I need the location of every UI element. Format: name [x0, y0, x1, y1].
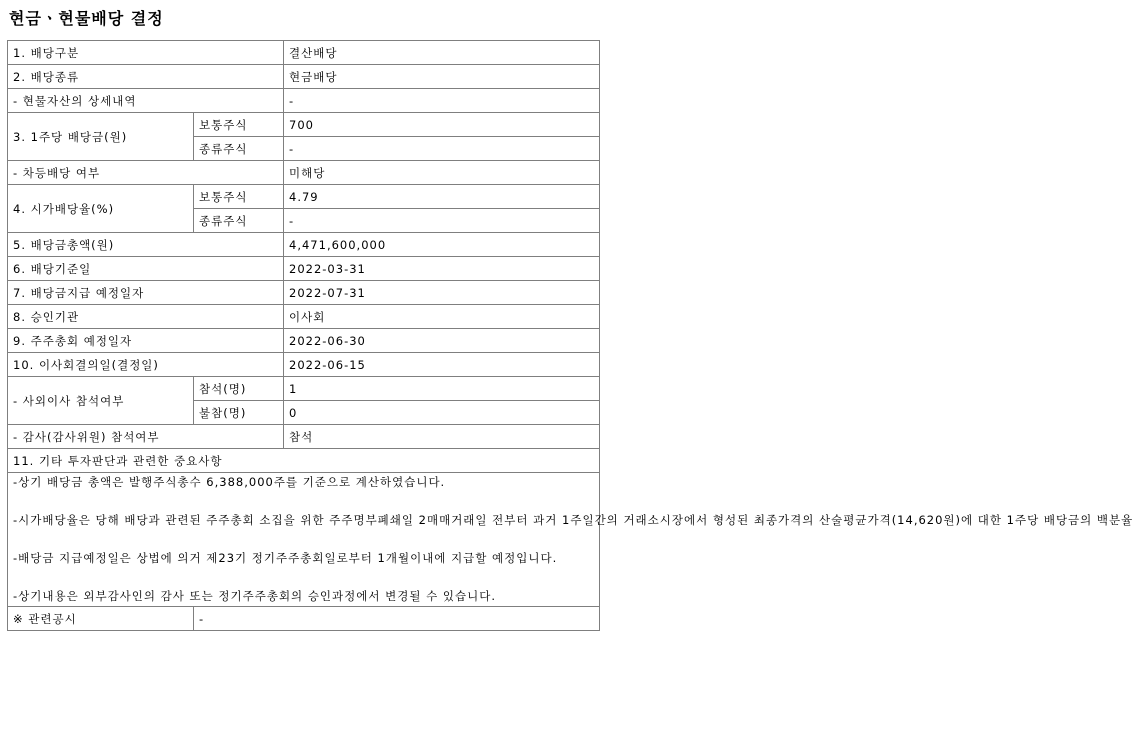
table-row	[8, 377, 600, 401]
row-label: - 현물자산의 상세내역	[8, 89, 284, 113]
table-row	[8, 425, 600, 449]
row-label: 10. 이사회결의일(결정일)	[8, 353, 284, 377]
table-row	[8, 161, 600, 185]
note-paragraph: -배당금 지급예정일은 상법에 의거 제23기 정기주주총회일로부터 1개월이내에 지급할 예정입니다.	[13, 551, 558, 565]
row-value: 결산배당	[284, 41, 600, 65]
row-value: 참석	[284, 425, 600, 449]
row-label: - 차등배당 여부	[8, 161, 284, 185]
table-row	[8, 305, 600, 329]
sub-label: 참석(명)	[194, 377, 284, 401]
row-value: 2022-07-31	[284, 281, 600, 305]
table-row	[8, 449, 600, 473]
row-label: 2. 배당종류	[8, 65, 284, 89]
notes-cell	[8, 473, 1133, 607]
row-value: 700	[284, 113, 600, 137]
row-value: 2022-03-31	[284, 257, 600, 281]
row-label: 3. 1주당 배당금(원)	[8, 113, 194, 161]
table-row	[8, 329, 600, 353]
row-value: -	[284, 89, 600, 113]
row-value: -	[284, 137, 600, 161]
row-label: 6. 배당기준일	[8, 257, 284, 281]
sub-label: 불참(명)	[194, 401, 284, 425]
table-row	[8, 113, 600, 137]
note-paragraph: -상기내용은 외부감사인의 감사 또는 정기주주총회의 승인과정에서 변경될 수 있습니다.	[13, 589, 496, 603]
row-label: 4. 시가배당율(%)	[8, 185, 194, 233]
row-value: -	[284, 209, 600, 233]
table-row	[8, 41, 600, 65]
row-value: 현금배당	[284, 65, 600, 89]
row-value: 미해당	[284, 161, 600, 185]
table-row	[8, 473, 600, 607]
table-row	[8, 185, 600, 209]
row-value: 이사회	[284, 305, 600, 329]
table-row	[8, 607, 600, 631]
table-row	[8, 257, 600, 281]
row-label: - 감사(감사위원) 참석여부	[8, 425, 284, 449]
sub-label: 보통주식	[194, 113, 284, 137]
dividend-table	[7, 40, 1133, 631]
row-label: ※ 관련공시	[8, 607, 194, 631]
table-row	[8, 65, 600, 89]
table-row	[8, 233, 600, 257]
page-title: 현금ㆍ현물배당 결정	[9, 9, 164, 28]
table-row	[8, 281, 600, 305]
row-label: 11. 기타 투자판단과 관련한 중요사항	[8, 449, 600, 473]
row-value: -	[194, 607, 600, 631]
note-paragraph: -상기 배당금 총액은 발행주식총수 6,388,000주를 기준으로 계산하였습니다.	[13, 475, 446, 489]
row-label: 7. 배당금지급 예정일자	[8, 281, 284, 305]
table-row	[8, 89, 600, 113]
row-value: 2022-06-15	[284, 353, 600, 377]
row-label: 5. 배당금총액(원)	[8, 233, 284, 257]
row-label: 8. 승인기관	[8, 305, 284, 329]
note-paragraph: -시가배당율은 당해 배당과 관련된 주주총회 소집을 위한 주주명부폐쇄일 2매매거래일 전부터 과거 1주일간의 거래소시장에서 형성된 최종가격의 산술평균가격(14,620원)에 대한 1주당 배당금의 백분율	[13, 513, 1133, 527]
row-value: 2022-06-30	[284, 329, 600, 353]
sub-label: 보통주식	[194, 185, 284, 209]
row-label: 1. 배당구분	[8, 41, 284, 65]
sub-label: 종류주식	[194, 209, 284, 233]
row-value: 1	[284, 377, 600, 401]
table-row	[8, 353, 600, 377]
sub-label: 종류주식	[194, 137, 284, 161]
row-value: 4,471,600,000	[284, 233, 600, 257]
row-value: 4.79	[284, 185, 600, 209]
row-label: - 사외이사 참석여부	[8, 377, 194, 425]
row-value: 0	[284, 401, 600, 425]
row-label: 9. 주주총회 예정일자	[8, 329, 284, 353]
